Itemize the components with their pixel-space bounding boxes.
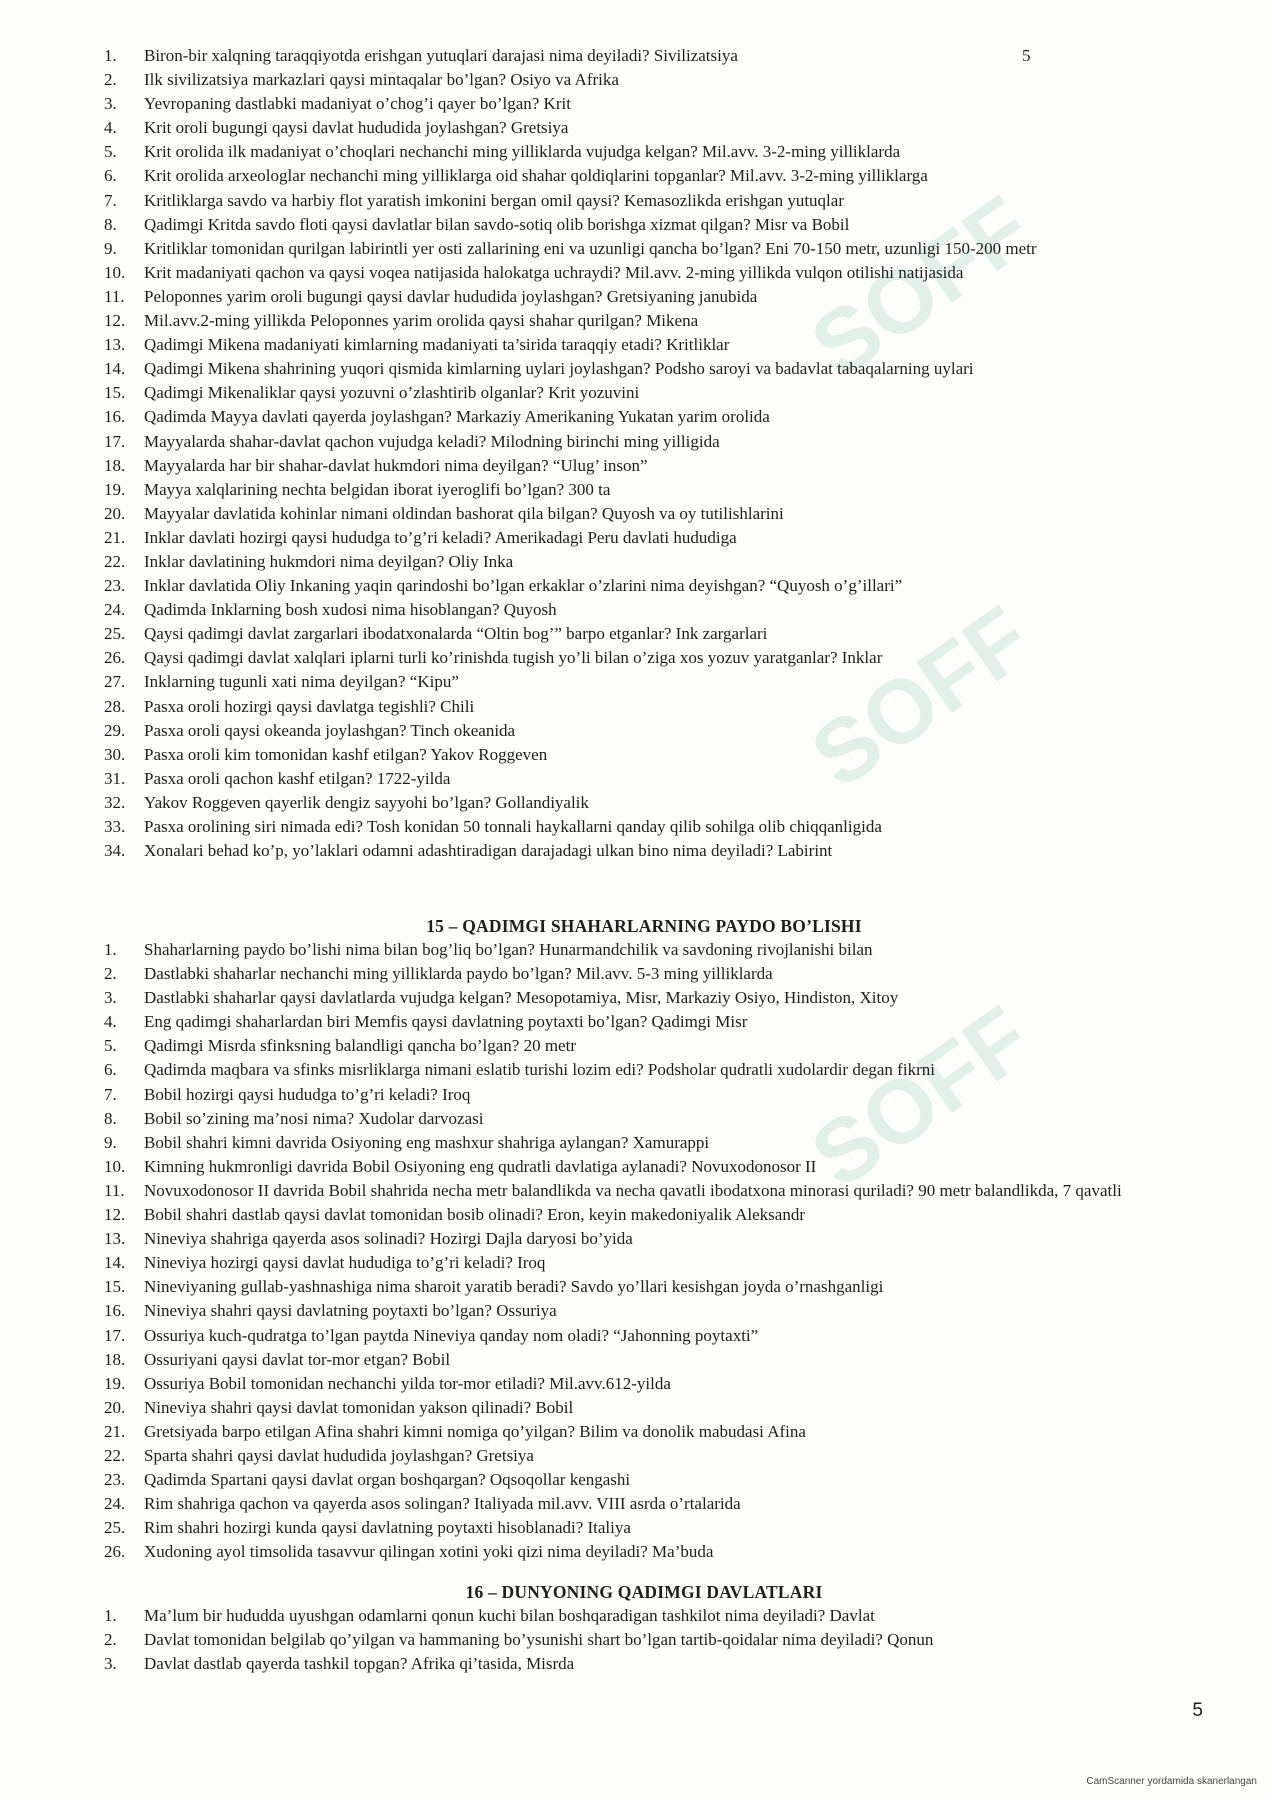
question-number: 9. bbox=[104, 1132, 117, 1152]
question-text: Kritliklarga savdo va harbiy flot yaratish imkonini bergan omil qaysi? Kemasozlikda erishgan yutuqlar bbox=[144, 190, 844, 210]
question-number: 10. bbox=[104, 1156, 126, 1176]
question-text: Qadimda Inklarning bosh xudosi nima hisoblangan? Quyosh bbox=[144, 600, 557, 620]
question-text: Gretsiyada barpo etilgan Afina shahri kimni nomiga qo’yilgan? Bilim va donolik mabudasi Afina bbox=[144, 1421, 806, 1441]
question-number: 18. bbox=[104, 455, 126, 475]
question-number: 2. bbox=[104, 70, 117, 90]
question-text: Biron-bir xalqning taraqqiyotda erishgan yutuqlari darajasi nima deyiladi? Sivilizatsiya bbox=[144, 46, 738, 65]
question-text: Mayyalar davlatida kohinlar nimani oldindan bashorat qila bilgan? Quyosh va oy tutilishlarini bbox=[144, 503, 784, 523]
question-text: Qaysi qadimgi davlat zargarlari ibodatxonalarda “Oltin bog’” barpo etganlar? Ink zargarlari bbox=[144, 624, 768, 644]
question-number: 25. bbox=[104, 624, 126, 644]
question-number: 34. bbox=[104, 841, 126, 861]
question-text: Davlat dastlab qayerda tashkil topgan? Afrika qi’tasida, Misrda bbox=[144, 1654, 575, 1674]
question-number: 23. bbox=[104, 1470, 126, 1490]
question-text: Nineviyaning gullab-yashnashiga nima sharoit yaratib beradi? Savdo yo’llari kesishgan joyda o’rnashganligi bbox=[144, 1277, 884, 1297]
question-number: 27. bbox=[104, 672, 126, 692]
question-number: 3. bbox=[104, 988, 117, 1008]
question-number: 4. bbox=[104, 1012, 117, 1032]
question-number: 5. bbox=[104, 142, 117, 162]
question-item bbox=[104, 1155, 1184, 1179]
question-item bbox=[104, 189, 1184, 213]
question-number: 13. bbox=[104, 335, 126, 355]
question-number: 5. bbox=[104, 1036, 117, 1056]
question-text: Nineviya hozirgi qaysi davlat hududiga to’g’ri keladi? Iroq bbox=[144, 1253, 546, 1273]
question-item bbox=[104, 261, 1184, 285]
question-number: 24. bbox=[104, 1494, 126, 1514]
question-text: Qadimgi Mikena shahrining yuqori qismida kimlarning uylari joylashgan? Podsho saroyi va badavlat tabaqalarning uylari bbox=[144, 359, 974, 379]
question-text: Qadimda maqbara va sfinks misrliklarga nimani eslatib turishi lozim edi? Podsholar qudratli xudolardir degan fikrni bbox=[144, 1060, 935, 1080]
question-number: 6. bbox=[104, 166, 117, 186]
question-number: 15. bbox=[104, 1277, 126, 1297]
question-item bbox=[104, 116, 1184, 140]
question-number: 26. bbox=[104, 1542, 126, 1562]
question-item bbox=[104, 839, 1184, 863]
question-list bbox=[104, 938, 1184, 1564]
question-number: 28. bbox=[104, 696, 126, 716]
question-text: Dastlabki shaharlar nechanchi ming yilliklarda paydo bo’lgan? Mil.avv. 5-3 ming yilliklarda bbox=[144, 964, 773, 984]
question-item bbox=[104, 454, 1184, 478]
question-number: 18. bbox=[104, 1349, 126, 1369]
question-item bbox=[104, 405, 1184, 429]
top-page-number: 5 bbox=[1022, 46, 1031, 65]
question-number: 31. bbox=[104, 768, 126, 788]
question-text: Qadimgi Mikena madaniyati kimlarning madaniyati ta’sirida taraqqiy etadi? Kritliklar bbox=[144, 335, 730, 355]
watermark-text: SOFF bbox=[794, 587, 1049, 808]
question-text: Pasxa oroli kim tomonidan kashf etilgan? Yakov Roggeven bbox=[144, 744, 548, 764]
question-number: 11. bbox=[104, 286, 125, 306]
question-item bbox=[104, 1420, 1184, 1444]
question-text: Nineviya shahri qaysi davlatning poytaxti bo’lgan? Ossuriya bbox=[144, 1301, 557, 1321]
question-item bbox=[104, 309, 1184, 333]
question-number: 8. bbox=[104, 1108, 117, 1128]
question-item bbox=[104, 1324, 1184, 1348]
question-item bbox=[104, 1034, 1184, 1058]
question-item bbox=[104, 695, 1184, 719]
question-text: Nineviya shahri qaysi davlat tomonidan yakson qilinadi? Bobil bbox=[144, 1397, 574, 1417]
question-text: Dastlabki shaharlar qaysi davlatlarda vujudga kelgan? Mesopotamiya, Misr, Markaziy Osiyo, Hindiston, Xitoy bbox=[144, 988, 899, 1008]
question-item bbox=[104, 1251, 1184, 1275]
question-item bbox=[104, 574, 1184, 598]
question-number: 1. bbox=[104, 940, 117, 959]
question-number: 16. bbox=[104, 1301, 126, 1321]
question-text: Mayya xalqlarining nechta belgidan iborat iyeroglifi bo’lgan? 300 ta bbox=[144, 479, 611, 499]
question-text: Yakov Roggeven qayerlik dengiz sayyohi bo’lgan? Gollandiyalik bbox=[144, 792, 589, 812]
question-item bbox=[104, 1275, 1184, 1299]
question-text: Mayyalarda shahar-davlat qachon vujudga keladi? Milodning birinchi ming yilligida bbox=[144, 431, 720, 451]
question-number: 15. bbox=[104, 383, 126, 403]
question-text: Krit oroli bugungi qaysi davlat hududida joylashgan? Gretsiya bbox=[144, 118, 569, 138]
question-number: 13. bbox=[104, 1229, 126, 1249]
question-text: Shaharlarning paydo bo’lishi nima bilan bog’liq bo’lgan? Hunarmandchilik va savdoning rivojlanishi bilan bbox=[144, 940, 873, 959]
question-text: Qadimgi Misrda sfinksning balandligi qancha bo’lgan? 20 metr bbox=[144, 1036, 576, 1056]
question-item bbox=[104, 1107, 1184, 1131]
question-item bbox=[104, 1604, 1184, 1628]
question-item bbox=[104, 44, 1184, 68]
question-item bbox=[104, 357, 1184, 381]
question-item bbox=[104, 1540, 1184, 1564]
question-item bbox=[104, 1652, 1184, 1676]
question-item bbox=[104, 1444, 1184, 1468]
question-item bbox=[104, 938, 1184, 962]
question-text: Ossuriya kuch-qudratga to’lgan paytda Nineviya qanday nom oladi? “Jahonning poytaxti” bbox=[144, 1325, 759, 1345]
question-item bbox=[104, 622, 1184, 646]
questions-section-14 bbox=[104, 44, 1184, 863]
question-text: Kimning hukmronligi davrida Bobil Osiyoning eng qudratli davlatiga aylanadi? Novuxodonosor II bbox=[144, 1156, 817, 1176]
footer-page-number: 5 bbox=[1192, 1700, 1203, 1721]
question-item bbox=[104, 1010, 1184, 1034]
question-number: 14. bbox=[104, 359, 126, 379]
question-item bbox=[104, 1492, 1184, 1516]
question-number: 3. bbox=[104, 1654, 117, 1674]
question-number: 1. bbox=[104, 1606, 117, 1625]
question-item bbox=[104, 68, 1184, 92]
question-item bbox=[104, 1131, 1184, 1155]
question-item bbox=[104, 1058, 1184, 1082]
question-item bbox=[104, 1396, 1184, 1420]
question-text: Inklarning tugunli xati nima deyilgan? “Kipu” bbox=[144, 672, 459, 692]
question-item bbox=[104, 164, 1184, 188]
question-text: Ossuriya Bobil tomonidan nechanchi yilda tor-mor etiladi? Mil.avv.612-yilda bbox=[144, 1373, 671, 1393]
scanner-note: CamScanner yordamida skanerlangan bbox=[1086, 1776, 1257, 1787]
question-number: 9. bbox=[104, 238, 117, 258]
question-item bbox=[104, 381, 1184, 405]
question-text: Inklar davlatida Oliy Inkaning yaqin qarindoshi bo’lgan erkaklar o’zlarini nima deyishgan? “Quyosh o’g’illari” bbox=[144, 576, 903, 596]
question-item bbox=[104, 478, 1184, 502]
question-text: Inklar davlatining hukmdori nima deyilgan? Oliy Inka bbox=[144, 551, 514, 571]
question-number: 2. bbox=[104, 964, 117, 984]
question-item bbox=[104, 140, 1184, 164]
question-number: 17. bbox=[104, 431, 126, 451]
question-text: Xudoning ayol timsolida tasavvur qilingan xotini yoki qizi nima deyiladi? Ma’buda bbox=[144, 1542, 714, 1562]
question-text: Mayyalarda har bir shahar-davlat hukmdori nima deyilgan? “Ulug’ inson” bbox=[144, 455, 648, 475]
question-number: 19. bbox=[104, 1373, 126, 1393]
question-text: Bobil shahri kimni davrida Osiyoning eng mashxur shahriga aylangan? Xamurappi bbox=[144, 1132, 710, 1152]
question-number: 21. bbox=[104, 1421, 126, 1441]
question-number: 6. bbox=[104, 1060, 117, 1080]
question-number: 7. bbox=[104, 1084, 117, 1104]
question-text: Qadimgi Mikenaliklar qaysi yozuvni o’zlashtirib olganlar? Krit yozuvini bbox=[144, 383, 640, 403]
section-heading: 16 – DUNYONING QADIMGI DAVLATLARI bbox=[465, 1582, 823, 1602]
question-text: Peloponnes yarim oroli bugungi qaysi davlar hududida joylashgan? Gretsiyaning janubida bbox=[144, 286, 758, 306]
question-text: Krit orolida ilk madaniyat o’choqlari nechanchi ming yilliklarda vujudga kelgan? Mil.avv. 3-2-ming yilliklarda bbox=[144, 142, 901, 162]
question-number: 3. bbox=[104, 94, 117, 114]
question-item bbox=[104, 815, 1184, 839]
question-text: Pasxa oroli qachon kashf etilgan? 1722-yilda bbox=[144, 768, 451, 788]
question-item bbox=[104, 237, 1184, 261]
question-item bbox=[104, 1372, 1184, 1396]
question-number: 25. bbox=[104, 1518, 126, 1538]
question-text: Nineviya shahriga qayerda asos solinadi? Hozirgi Dajla daryosi bo’yida bbox=[144, 1229, 633, 1249]
questions-section-16 bbox=[104, 1580, 1184, 1676]
question-text: Yevropaning dastlabki madaniyat o’chog’i qayer bo’lgan? Krit bbox=[144, 94, 571, 114]
question-text: Mil.avv.2-ming yillikda Peloponnes yarim orolida qaysi shahar qurilgan? Mikena bbox=[144, 311, 699, 331]
question-number: 10. bbox=[104, 262, 126, 282]
question-list bbox=[104, 44, 1184, 863]
question-item bbox=[104, 1628, 1184, 1652]
question-number: 20. bbox=[104, 1397, 126, 1417]
question-number: 2. bbox=[104, 1630, 117, 1650]
question-number: 11. bbox=[104, 1180, 125, 1200]
question-item bbox=[104, 1083, 1184, 1107]
question-item bbox=[104, 598, 1184, 622]
question-item bbox=[104, 1203, 1184, 1227]
question-text: Kritliklar tomonidan qurilgan labirintli yer osti zallarining eni va uzunligi qancha bo’lgan? Eni 70-150 metr, uzunligi 150-200 metr bbox=[144, 238, 1037, 258]
question-text: Rim shahriga qachon va qayerda asos solingan? Italiyada mil.avv. VIII asrda o’rtalarida bbox=[144, 1494, 741, 1514]
question-item bbox=[104, 719, 1184, 743]
question-text: Krit madaniyati qachon va qaysi voqea natijasida halokatga uchraydi? Mil.avv. 2-ming yillikda vulqon otilishi natijasida bbox=[144, 262, 964, 282]
questions-section-15 bbox=[104, 914, 1184, 1564]
question-number: 32. bbox=[104, 792, 126, 812]
question-text: Inklar davlati hozirgi qaysi hududga to’g’ri keladi? Amerikadagi Peru davlati hududiga bbox=[144, 527, 737, 547]
question-number: 16. bbox=[104, 407, 126, 427]
question-text: Pasxa oroli qaysi okeanda joylashgan? Tinch okeanida bbox=[144, 720, 516, 740]
question-text: Bobil shahri dastlab qaysi davlat tomonidan bosib olinadi? Eron, keyin makedoniyalik Aleksandr bbox=[144, 1205, 805, 1225]
question-item bbox=[104, 1227, 1184, 1251]
question-number: 12. bbox=[104, 1205, 126, 1225]
question-item bbox=[104, 1516, 1184, 1540]
question-item bbox=[104, 1348, 1184, 1372]
question-item bbox=[104, 1179, 1184, 1203]
question-item bbox=[104, 285, 1184, 309]
question-item bbox=[104, 430, 1184, 454]
question-item bbox=[104, 1299, 1184, 1323]
question-text: Qadimda Mayya davlati qayerda joylashgan? Markaziy Amerikaning Yukatan yarim orolida bbox=[144, 407, 770, 427]
question-text: Pasxa orolining siri nimada edi? Tosh konidan 50 tonnali haykallarni qanday qilib sohilga olib chiqqanligida bbox=[144, 817, 882, 836]
question-item bbox=[104, 743, 1184, 767]
question-item bbox=[104, 502, 1184, 526]
question-item bbox=[104, 962, 1184, 986]
question-item bbox=[104, 92, 1184, 116]
section-heading: 15 – QADIMGI SHAHARLARNING PAYDO BO’LISHI bbox=[426, 916, 862, 936]
question-list bbox=[104, 1604, 1184, 1676]
question-text: Krit orolida arxeologlar nechanchi ming yilliklarga oid shahar qoldiqlarini topganlar? Mil.avv. 3-2-ming yilliklarga bbox=[144, 166, 928, 186]
question-item bbox=[104, 550, 1184, 574]
question-text: Qadimgi Kritda savdo floti qaysi davlatlar bilan savdo-sotiq olib borishga xizmat qilgan? Misr va Bobil bbox=[144, 214, 850, 234]
question-text: Ma’lum bir hududda uyushgan odamlarni qonun kuchi bilan boshqaradigan tashkilot nima deyiladi? Davlat bbox=[144, 1606, 875, 1625]
question-text: Qaysi qadimgi davlat xalqlari iplarni turli ko’rinishda tugish yo’li bilan o’ziga xos yozuv yaratganlar? Inklar bbox=[144, 648, 883, 668]
question-item bbox=[104, 213, 1184, 237]
question-text: Eng qadimgi shaharlardan biri Memfis qaysi davlatning poytaxti bo’lgan? Qadimgi Misr bbox=[144, 1012, 748, 1032]
question-number: 22. bbox=[104, 1445, 126, 1465]
question-text: Xonalari behad ko’p, yo’laklari odamni adashtiradigan darajadagi ulkan bino nima deyiladi? Labirint bbox=[144, 841, 833, 861]
question-text: Ossuriyani qaysi davlat tor-mor etgan? Bobil bbox=[144, 1349, 451, 1369]
question-number: 17. bbox=[104, 1325, 126, 1345]
question-number: 7. bbox=[104, 190, 117, 210]
question-item bbox=[104, 670, 1184, 694]
question-item bbox=[104, 986, 1184, 1010]
question-text: Bobil so’zining ma’nosi nima? Xudolar darvozasi bbox=[144, 1108, 484, 1128]
question-number: 4. bbox=[104, 118, 117, 138]
question-number: 8. bbox=[104, 214, 117, 234]
question-number: 26. bbox=[104, 648, 126, 668]
question-item bbox=[104, 791, 1184, 815]
watermark-text: SOFF bbox=[794, 987, 1049, 1208]
question-text: Bobil hozirgi qaysi hududga to’g’ri keladi? Iroq bbox=[144, 1084, 471, 1104]
question-text: Ilk sivilizatsiya markazlari qaysi mintaqalar bo’lgan? Osiyo va Afrika bbox=[144, 70, 619, 90]
question-number: 1. bbox=[104, 46, 117, 65]
question-text: Rim shahri hozirgi kunda qaysi davlatning poytaxti hisoblanadi? Italiya bbox=[144, 1518, 631, 1538]
question-item bbox=[104, 767, 1184, 791]
question-item bbox=[104, 646, 1184, 670]
question-number: 20. bbox=[104, 503, 126, 523]
question-item bbox=[104, 333, 1184, 357]
question-number: 30. bbox=[104, 744, 126, 764]
question-text: Novuxodonosor II davrida Bobil shahrida necha metr balandlikda va necha qavatli ibodatxona minorasi quriladi? 90 metr balandlikda, 7 qavatli bbox=[144, 1180, 1122, 1200]
question-number: 14. bbox=[104, 1253, 126, 1273]
question-item bbox=[104, 1468, 1184, 1492]
question-text: Qadimda Spartani qaysi davlat organ boshqargan? Oqsoqollar kengashi bbox=[144, 1470, 631, 1490]
question-number: 33. bbox=[104, 817, 126, 836]
question-number: 12. bbox=[104, 311, 126, 331]
watermark-text: SOFF bbox=[794, 177, 1049, 398]
question-number: 22. bbox=[104, 551, 126, 571]
question-text: Sparta shahri qaysi davlat hududida joylashgan? Gretsiya bbox=[144, 1445, 534, 1465]
question-text: Pasxa oroli hozirgi qaysi davlatga tegishli? Chili bbox=[144, 696, 475, 716]
question-item bbox=[104, 526, 1184, 550]
question-number: 19. bbox=[104, 479, 126, 499]
question-text: Davlat tomonidan belgilab qo’yilgan va hammaning bo’ysunishi shart bo’lgan tartib-qoidalar nima deyiladi? Qonun bbox=[144, 1630, 934, 1650]
question-number: 21. bbox=[104, 527, 126, 547]
question-number: 23. bbox=[104, 576, 126, 596]
question-number: 24. bbox=[104, 600, 126, 620]
question-number: 29. bbox=[104, 720, 126, 740]
